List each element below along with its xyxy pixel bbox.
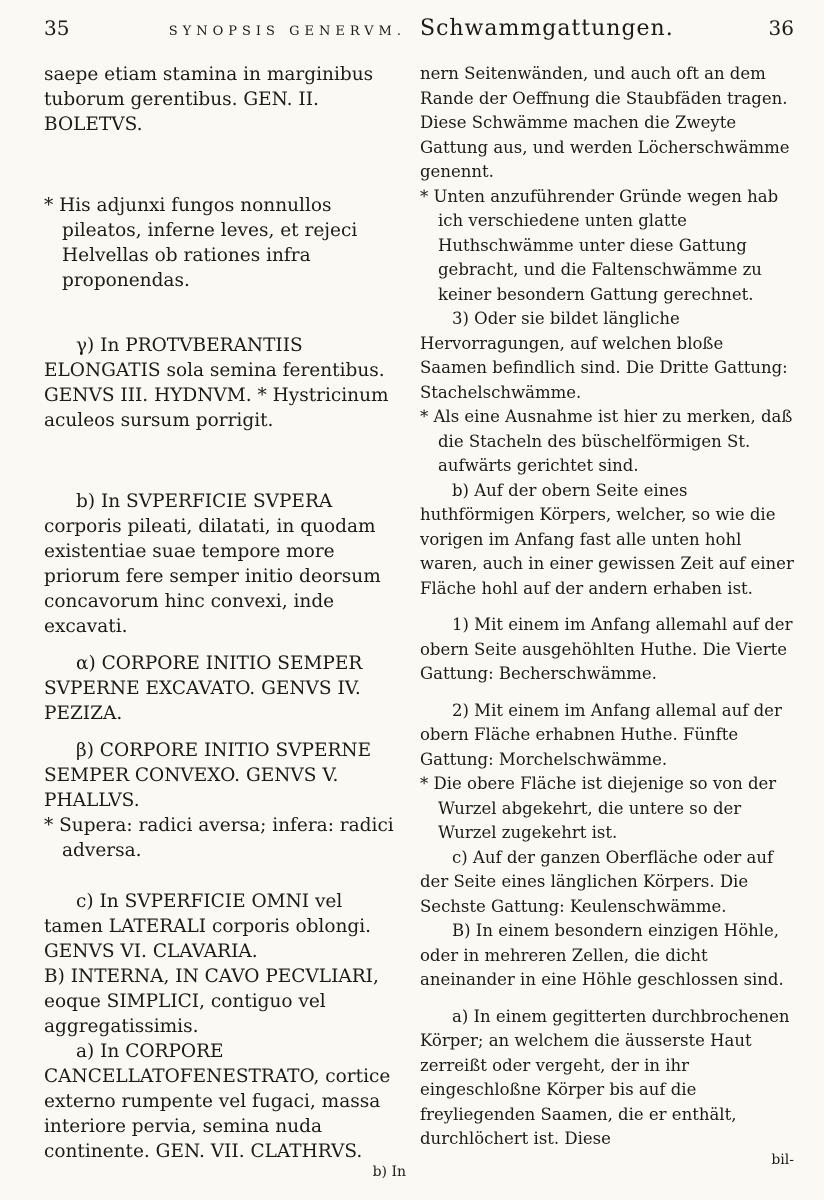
left-page-number: 35 <box>44 16 70 40</box>
right-note: * Als eine Ausnahme ist hier zu merken, daß die Stacheln des büschelförmigen St. aufwärts gerichtet sind. <box>420 407 793 475</box>
left-paragraph: b) In SVPERFICIE SVPERA corporis pileati, dilatati, in quodam existentiae suae tempore more priorum fere semper initio deorsum concavorum hinc convexi, inde excavati. <box>44 491 381 637</box>
right-paragraph: nern Seitenwänden, und auch oft an dem Rande der Oeffnung die Staubfäden tragen. Diese Schwämme machen die Zweyte Gattung aus, und werden Löcherschwämme genennt. <box>420 64 790 181</box>
right-note: * Unten anzuführender Gründe wegen hab ich verschiedene unten glatte Huthschwämme unter diese Gattung gebracht, und die Faltenschwämme zu keiner besondern Gattung gerechnet. <box>420 186 779 304</box>
left-paragraph: saepe etiam stamina in marginibus tuborum gerentibus. GEN. II. BOLETVS. <box>44 64 374 135</box>
right-paragraph: 3) Oder sie bildet längliche Hervorragungen, auf welchen bloße Saamen befindlich sind. Die Dritte Gattung: Stachelschwämme. <box>420 309 788 402</box>
left-paragraph: β) CORPORE INITIO SVPERNE SEMPER CONVEXO. GENVS V. PHALLVS. <box>44 740 372 811</box>
right-paragraph: 1) Mit einem im Anfang allemahl auf der obern Seite ausgehöhlten Huthe. Die Vierte Gattung: Becherschwämme. <box>420 615 793 683</box>
left-catchword: b) In <box>372 1164 406 1180</box>
right-header <box>420 16 794 62</box>
left-note: * His adjunxi fungos nonnullos pileatos, inferne leves, et rejeci Helvellas ob rationes infra proponendas. <box>44 195 358 291</box>
right-paragraph: B) In einem besondern einzigen Höhle, oder in mehreren Zellen, die dicht aneinander in eine Höhle geschlossen sind. <box>420 921 784 989</box>
left-paragraph: c) In SVPERFICIE OMNI vel tamen LATERALI corporis oblongi. GENVS VI. CLAVARIA. <box>44 891 372 962</box>
right-note: * Die obere Fläche ist diejenige so von der Wurzel abgekehrt, die untere so der Wurzel zugekehrt ist. <box>420 774 777 842</box>
left-page <box>44 16 406 1190</box>
right-paragraph: a) In einem gegitterten durchbrochenen Körper; an welchem die äusserste Haut zerreißt oder vergeht, der in ihr eingeschloßne Körper bis auf die freyliegenden Saamen, die er enthält, durchlöchert ist. Diese <box>420 1006 790 1148</box>
left-running-title: SYNOPSIS GENERVM. <box>168 24 406 39</box>
right-page <box>420 16 794 1176</box>
left-paragraph: a) In CORPORE CANCELLATOFENESTRATO, cortice externo rumpente vel fugaci, massa interiore pervia, semina nuda continente. GEN. VII. CLATHRVS. <box>44 1041 391 1162</box>
left-header <box>44 16 406 62</box>
right-paragraph: 2) Mit einem im Anfang allemal auf der obern Fläche erhabnen Huthe. Fünfte Gattung: Morchelschwämme. <box>420 700 782 769</box>
right-paragraph: b) Auf der obern Seite eines huthförmigen Körpers, welcher, so wie die vorigen im Anfang fast alle unten hohl waren, auch in einer gewissen Zeit auf einer Fläche hohl auf der andern erhaben ist. <box>420 480 794 598</box>
left-paragraph: α) CORPORE INITIO SEMPER SVPERNE EXCAVATO. GENVS IV. PEZIZA. <box>44 653 363 724</box>
left-paragraph: B) INTERNA, IN CAVO PECVLIARI, eoque SIMPLICI, contiguo vel aggregatissimis. <box>44 966 379 1037</box>
right-paragraph: c) Auf der ganzen Oberfläche oder auf der Seite eines länglichen Körpers. Die Sechste Gattung: Keulenschwämme. <box>420 847 774 916</box>
right-page-number: 36 <box>768 16 794 40</box>
right-running-title: Schwammgattungen. <box>420 16 674 41</box>
right-catchword: bil- <box>771 1151 794 1168</box>
left-note: * Supera: radici aversa; infera: radici adversa. <box>44 815 394 861</box>
left-paragraph: γ) In PROTVBERANTIIS ELONGATIS sola semina ferentibus. GENVS III. HYDNVM. * Hystricinum aculeos sursum porrigit. <box>44 335 389 431</box>
